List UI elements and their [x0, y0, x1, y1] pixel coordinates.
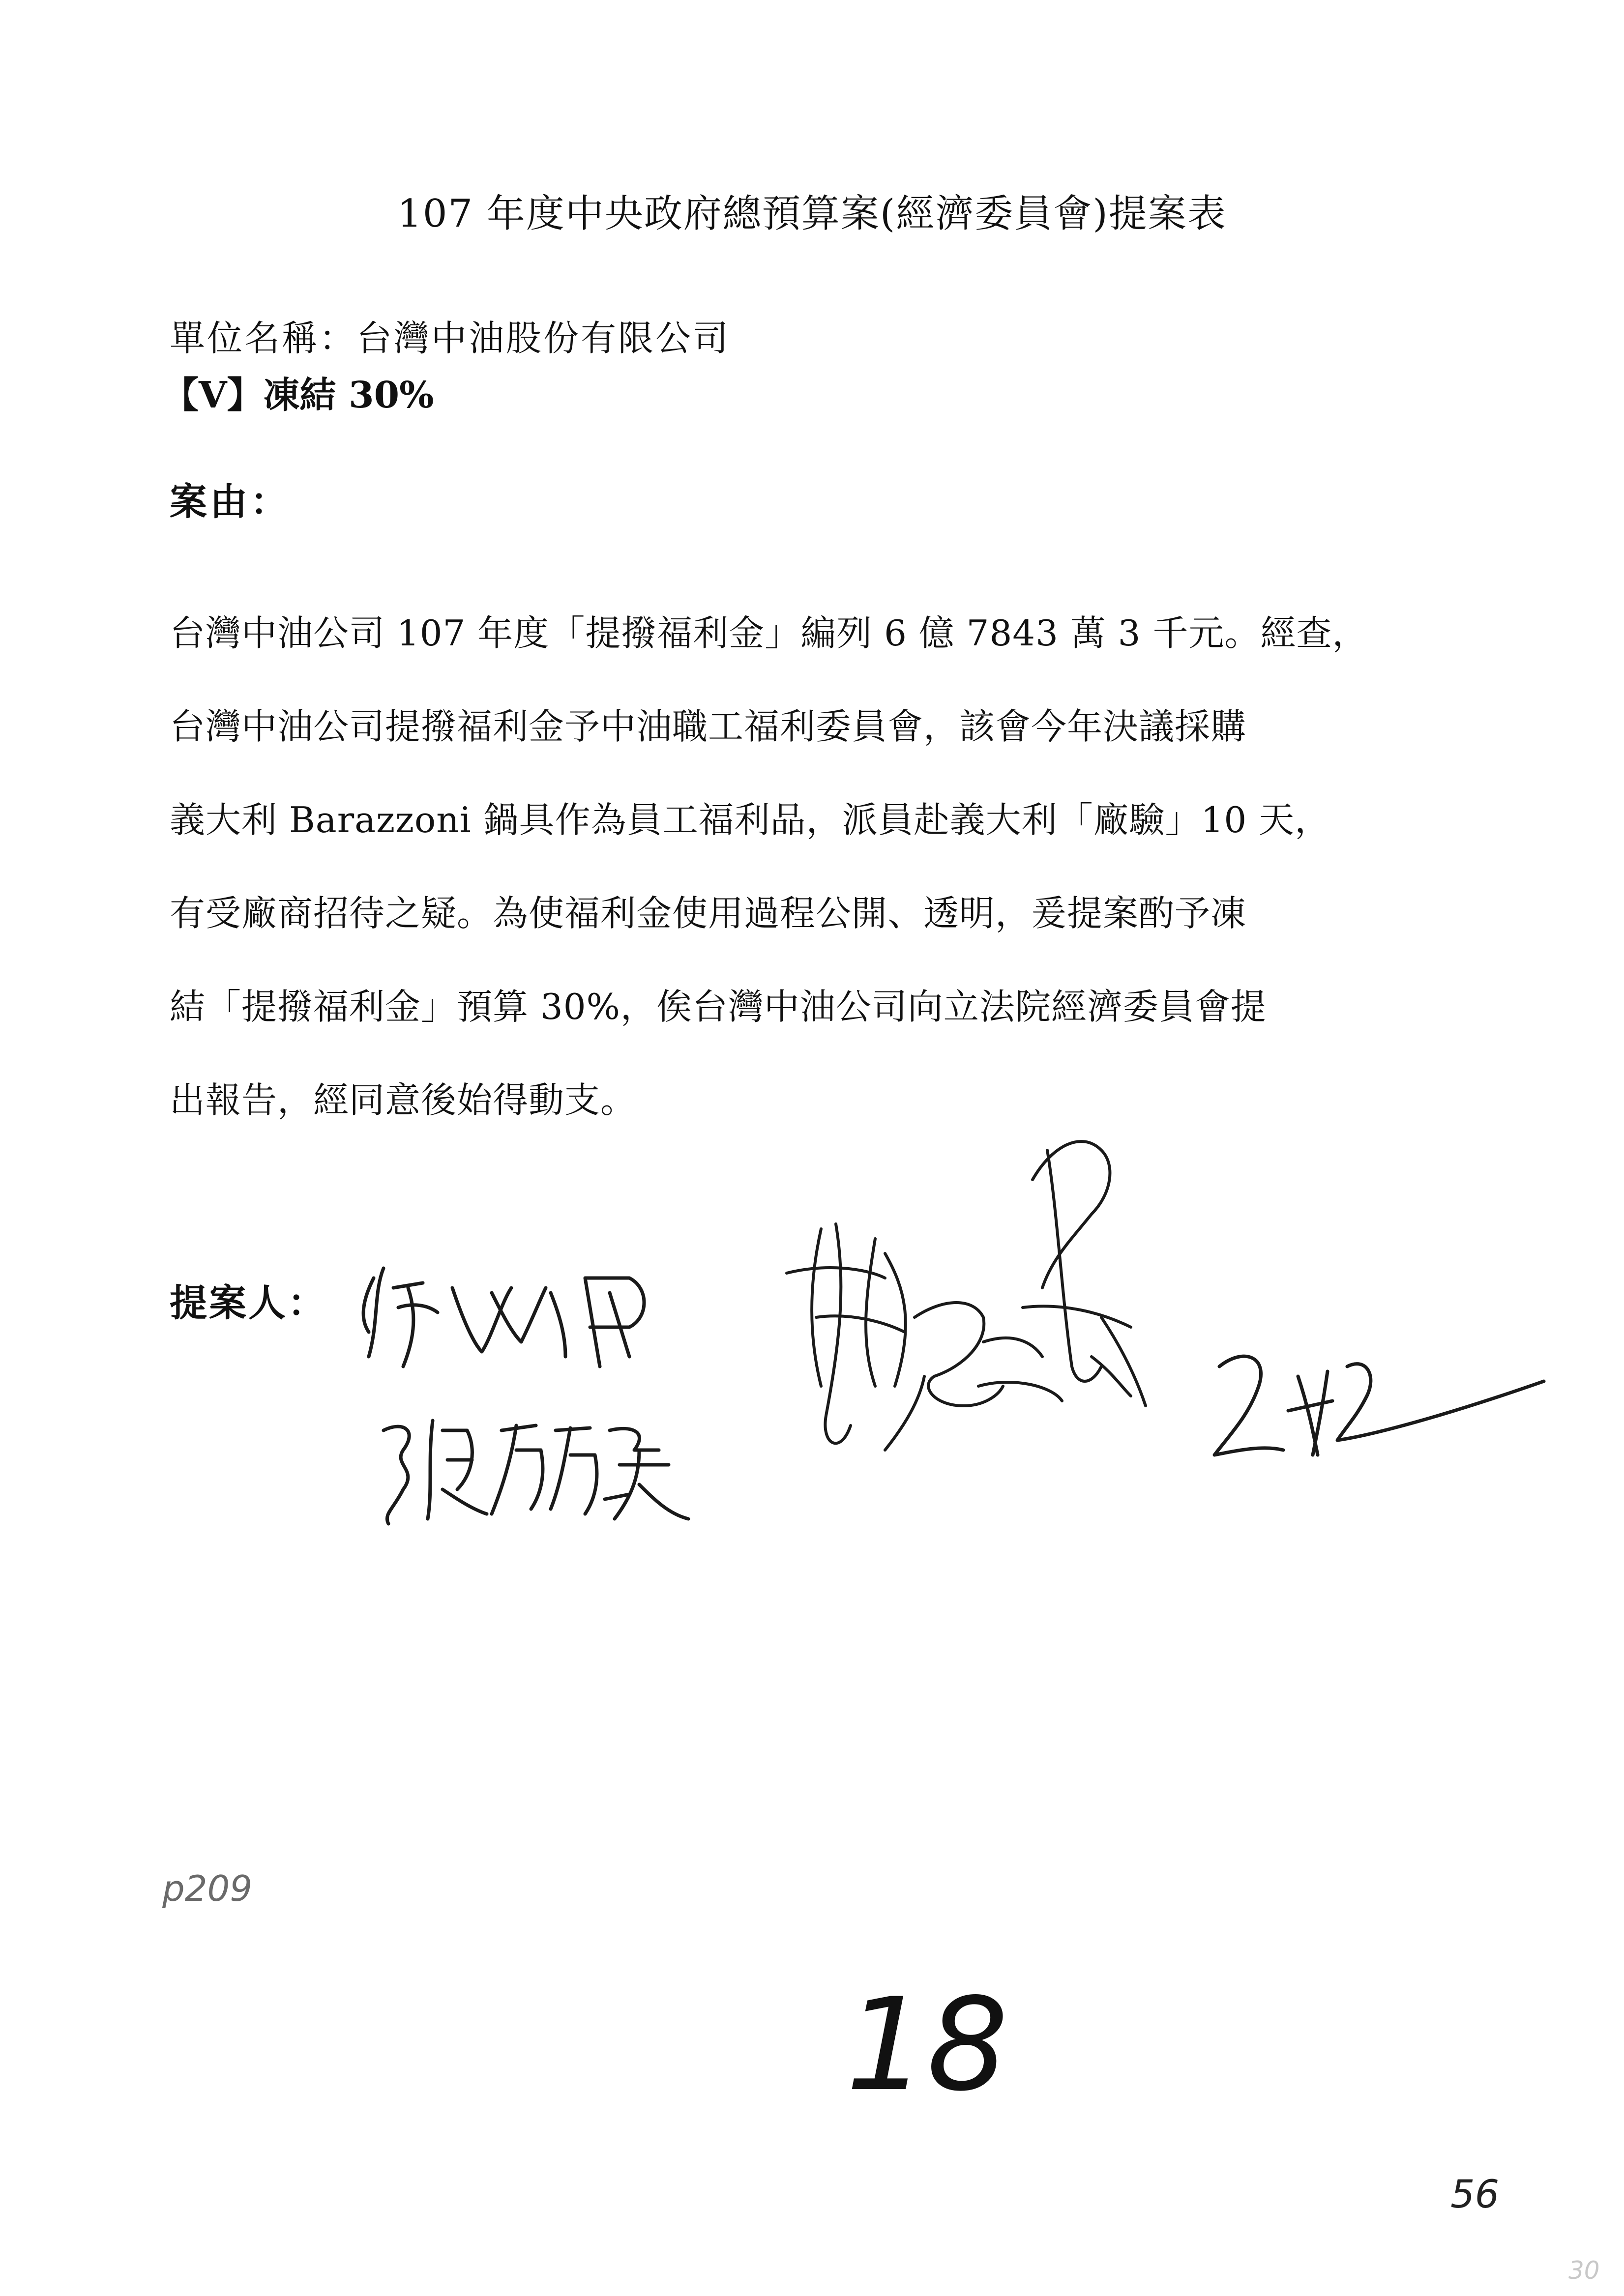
reason-line-4: 有受廠商招待之疑。為使福利金使用過程公開、透明，爰提案酌予凍 [170, 893, 1247, 934]
freeze-line: 【V】凍結 30% [162, 374, 434, 416]
handwritten-number: 18 [846, 1971, 1008, 2120]
reason-line-6: 出報告，經同意後始得動支。 [170, 1079, 637, 1121]
corner-mark: 30 [1568, 2256, 1600, 2285]
reason-line-2: 台灣中油公司提撥福利金予中油職工福利委員會，該會今年決議採購 [170, 706, 1247, 747]
page-number: 56 [1450, 2173, 1500, 2217]
reason-line-5: 結「提撥福利金」預算 30%，俟台灣中油公司向立法院經濟委員會提 [170, 986, 1267, 1027]
proposer-label: 提案人： [170, 1281, 327, 1325]
reason-line-3: 義大利 Barazzoni 鍋具作為員工福利品，派員赴義大利「廠驗」10 天， [170, 799, 1331, 841]
reason-label: 案由： [170, 480, 291, 523]
unit-name-line: 單位名稱：台灣中油股份有限公司 [170, 318, 731, 359]
signature-1 [354, 1258, 688, 1376]
signature-4 [1200, 1327, 1554, 1475]
reason-line-1: 台灣中油公司 107 年度「提撥福利金」編列 6 億 7843 萬 3 千元。經查， [170, 612, 1368, 654]
signature-3 [757, 1111, 1190, 1475]
signature-2 [374, 1401, 693, 1529]
page-reference-annotation: p209 [162, 1868, 253, 1909]
page-title: 107 年度中央政府總預算案(經濟委員會)提案表 [397, 192, 1227, 236]
